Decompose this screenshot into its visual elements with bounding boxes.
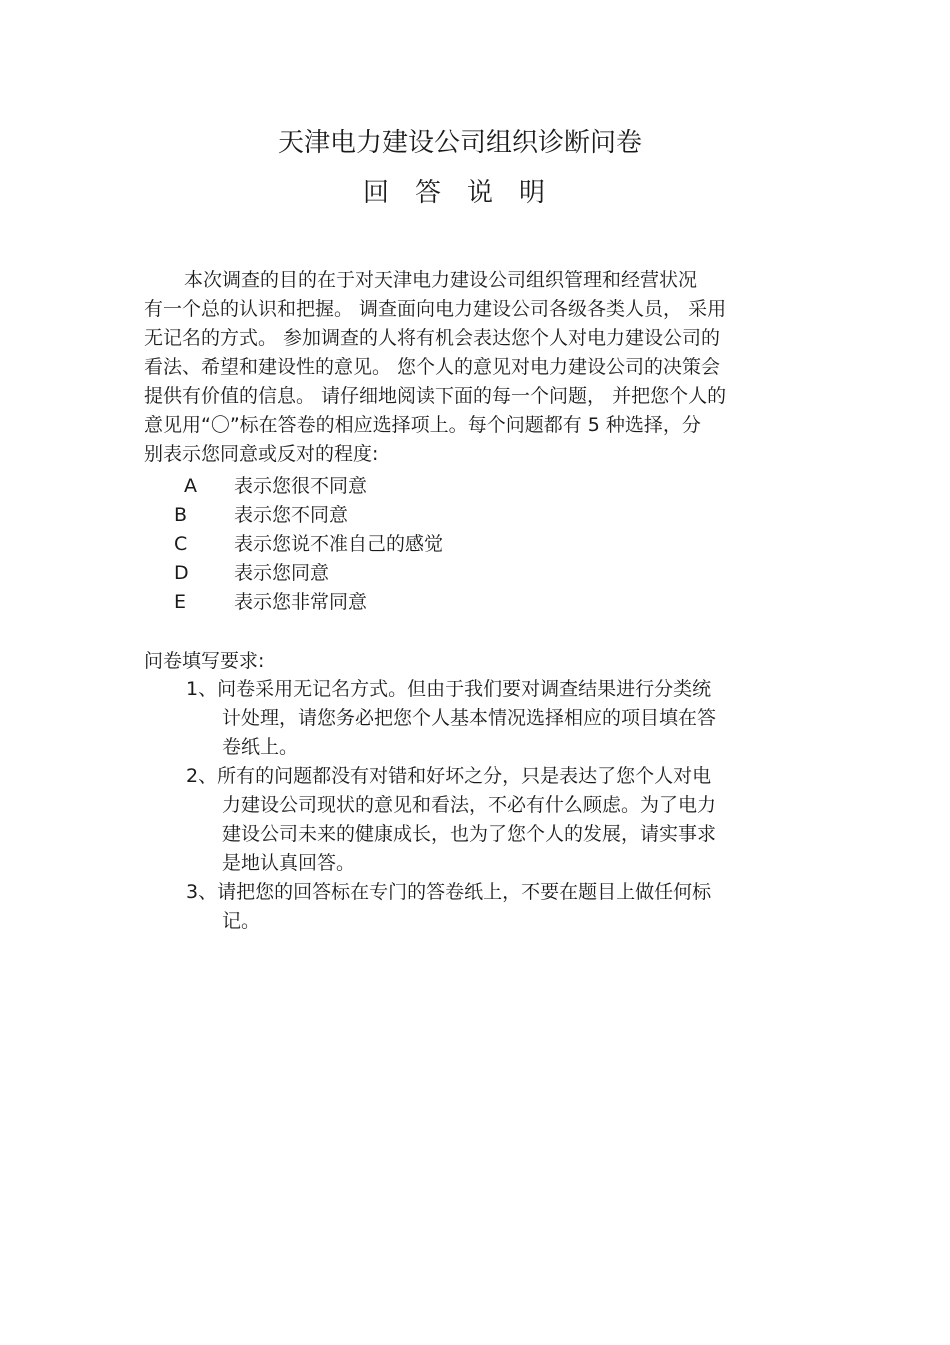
option-letter: B bbox=[174, 504, 188, 526]
document-subtitle: 回答说明 bbox=[362, 178, 571, 208]
requirement-line: 记。 bbox=[222, 910, 261, 932]
requirement-item-1 bbox=[186, 675, 716, 762]
intro-line: 意见用“〇”标在答卷的相应选择项上。每个问题都有 5 种选择，分 bbox=[144, 414, 701, 436]
requirement-line: 1、问卷采用无记名方式。但由于我们要对调查结果进行分类统 bbox=[186, 678, 712, 700]
answer-option-b bbox=[172, 501, 443, 530]
intro-line: 本次调查的目的在于对天津电力建设公司组织管理和经营状况 bbox=[184, 269, 698, 291]
requirement-item-3 bbox=[186, 878, 716, 936]
intro-line: 看法、希望和建设性的意见。 您个人的意见对电力建设公司的决策会 bbox=[144, 356, 721, 378]
requirement-line: 力建设公司现状的意见和看法，不必有什么顾虑。为了电力 bbox=[222, 794, 717, 816]
answer-option-a bbox=[172, 472, 443, 501]
requirements-heading: 问卷填写要求: bbox=[144, 650, 265, 672]
requirement-line: 卷纸上。 bbox=[222, 736, 299, 758]
intro-line: 别表示您同意或反对的程度: bbox=[144, 443, 379, 465]
requirement-item-2 bbox=[186, 762, 716, 878]
option-text: 表示您很不同意 bbox=[234, 475, 368, 497]
intro-line: 有一个总的认识和把握。 调查面向电力建设公司各级各类人员， 采用 bbox=[144, 298, 727, 320]
intro-line: 无记名的方式。 参加调查的人将有机会表达您个人对电力建设公司的 bbox=[144, 327, 721, 349]
answer-option-d bbox=[172, 559, 443, 588]
requirement-line: 2、所有的问题都没有对错和好坏之分，只是表达了您个人对电 bbox=[186, 765, 712, 787]
requirement-line: 计处理，请您务必把您个人基本情况选择相应的项目填在答 bbox=[222, 707, 717, 729]
option-letter: D bbox=[174, 562, 189, 584]
document-title: 天津电力建设公司组织诊断问卷 bbox=[277, 128, 642, 158]
option-text: 表示您同意 bbox=[234, 562, 330, 584]
intro-line: 提供有价值的信息。 请仔细地阅读下面的每一个问题， 并把您个人的 bbox=[144, 385, 727, 407]
option-letter: A bbox=[184, 475, 197, 497]
requirements-list bbox=[186, 675, 716, 936]
option-text: 表示您说不准自己的感觉 bbox=[234, 533, 444, 555]
answer-option-e bbox=[172, 588, 443, 617]
requirement-line: 3、请把您的回答标在专门的答卷纸上，不要在题目上做任何标 bbox=[186, 881, 712, 903]
intro-paragraph bbox=[144, 266, 824, 469]
option-text: 表示您不同意 bbox=[234, 504, 349, 526]
option-text: 表示您非常同意 bbox=[234, 591, 368, 613]
requirement-line: 是地认真回答。 bbox=[222, 852, 356, 874]
answer-options-list bbox=[172, 472, 443, 617]
answer-option-c bbox=[172, 530, 443, 559]
option-letter: C bbox=[174, 533, 188, 555]
requirement-line: 建设公司未来的健康成长，也为了您个人的发展，请实事求 bbox=[222, 823, 717, 845]
option-letter: E bbox=[174, 591, 187, 613]
